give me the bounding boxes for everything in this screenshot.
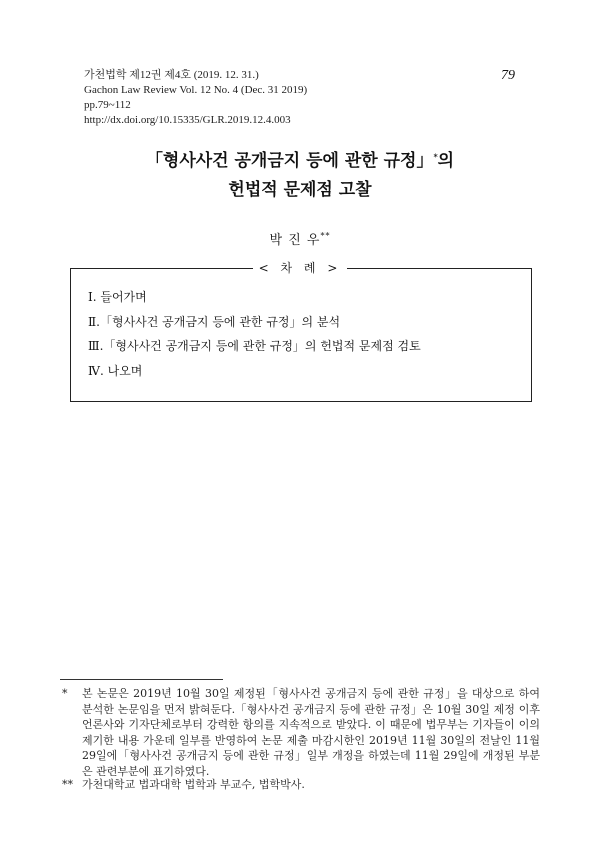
footnote-2 (62, 777, 540, 793)
title-tail: 의 (437, 151, 455, 171)
footnote-1-mark: * (62, 687, 68, 700)
author-footnote-mark[interactable]: ** (320, 231, 331, 241)
author-name: 박 진 우 (269, 233, 321, 248)
journal-issue-en: Gachon Law Review Vol. 12 No. 4 (Dec. 31 2019) (84, 84, 308, 96)
toc-heading-text: 차 례 (280, 261, 320, 275)
footnote-1-text: 본 논문은 2019년 10월 30일 제정된「형사사건 공개금지 등에 관한 규정」을 대상으로 하여 분석한 논문임을 먼저 밝혀둔다.「형사사건 공개금지 등에 관한 규정」은 10월 30일 제정 이후 언론사와 기자단체로부터 강력한 항의를 지속적으로 받았다. 이 때문에 법무부는 기자들이 이의제기한 내용 가운데 일부를 반영하여 논문 제출 마감시한인 2019년 11월 30일의 전날인 11월 29일에「형사사건 공개금지 등에 관한 규정」일부 개정을 하였는데 11월 29일에 개정된 부분은 관련부분에 표기하였다. (82, 687, 540, 778)
journal-header (84, 68, 307, 128)
footnote-2-mark: ** (62, 778, 73, 791)
title-text: 「형사사건 공개금지 등에 관한 규정」 (145, 151, 434, 171)
author (0, 229, 600, 248)
title-footnote-mark[interactable]: * (433, 151, 438, 162)
journal-issue: 가천법학 제12권 제4호 (2019. 12. 31.) (84, 69, 259, 81)
toc-item-3[interactable]: Ⅲ.「형사사건 공개금지 등에 관한 규정」의 헌법적 문제점 검토 (88, 339, 421, 353)
footnote-1 (62, 686, 540, 779)
footnote-divider (60, 679, 223, 680)
footnote-2-text: 가천대학교 법과대학 법학과 부교수, 법학박사. (82, 778, 305, 791)
toc-item-4[interactable]: Ⅳ. 나오며 (88, 364, 143, 378)
page-number: 79 (501, 68, 515, 83)
page-range: pp.79~112 (84, 99, 131, 111)
toc-heading-label: < 차 례 > (253, 261, 348, 275)
article-title-line1 (0, 146, 600, 171)
article-title-line2: 헌법적 문제점 고찰 (228, 180, 372, 200)
toc-heading (0, 259, 600, 276)
doi-link[interactable]: http://dx.doi.org/10.15335/GLR.2019.12.4.003 (84, 114, 291, 126)
toc-item-1[interactable]: Ⅰ. 들어가며 (88, 290, 147, 304)
toc-item-2[interactable]: Ⅱ.「형사사건 공개금지 등에 관한 규정」의 분석 (88, 315, 341, 329)
